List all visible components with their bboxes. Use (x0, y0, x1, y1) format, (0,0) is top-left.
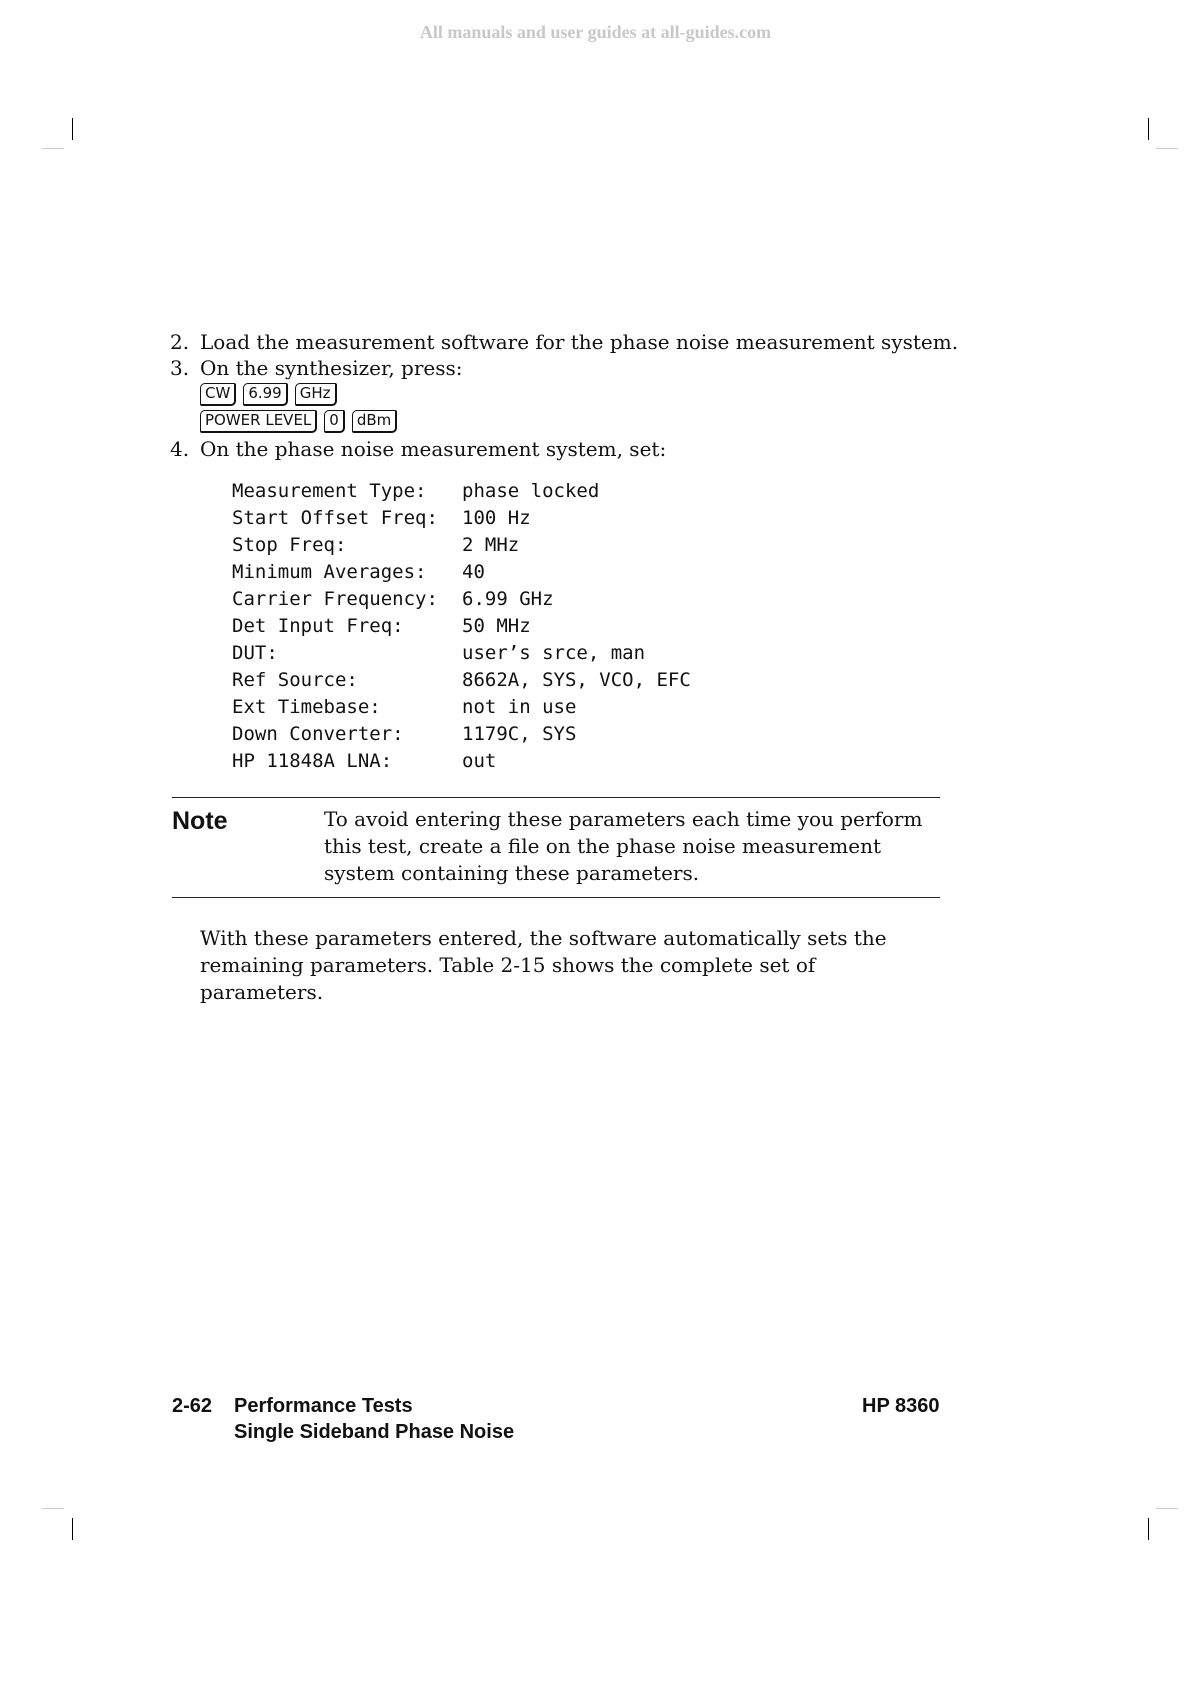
parameter-row (232, 532, 691, 559)
parameter-label: DUT: (232, 642, 278, 664)
parameter-row (232, 586, 691, 613)
parameter-value: 40 (462, 561, 485, 583)
note-text: To avoid entering these parameters each time you perform this test, create a file on the phase noise measurement system containing these parameters. (324, 807, 923, 885)
parameter-label: Stop Freq: (232, 534, 347, 556)
parameter-value: 50 MHz (462, 615, 531, 637)
parameter-value: phase locked (462, 480, 600, 502)
parameter-value: 2 MHz (462, 534, 520, 556)
parameter-value: 8662A, SYS, VCO, EFC (462, 669, 691, 691)
crop-mark (1148, 1518, 1149, 1540)
parameter-label: Start Offset Freq: (232, 507, 438, 529)
parameter-row (232, 478, 691, 505)
parameter-value: out (462, 750, 497, 772)
note-top-rule (172, 797, 940, 798)
parameter-row (232, 505, 691, 532)
note-bottom-rule (172, 897, 940, 898)
watermark: All manuals and user guides at all-guides.com (419, 22, 772, 42)
parameter-row (232, 748, 691, 775)
key-sequence-1 (200, 383, 344, 406)
key-ghz: GHz (295, 383, 337, 406)
crop-mark (42, 1508, 64, 1509)
parameter-value: 100 Hz (462, 507, 531, 529)
step-number: 2. (170, 330, 190, 354)
step-number: 3. (170, 356, 190, 380)
body-paragraph: With these parameters entered, the software automatically sets the remaining parameters. Table 2-15 shows the complete set of parameters. (200, 926, 887, 1004)
crop-mark (1156, 1508, 1178, 1509)
parameter-row (232, 640, 691, 667)
footer-model: HP 8360 (862, 1395, 940, 1417)
parameter-label: Down Converter: (232, 723, 404, 745)
parameter-row (232, 721, 691, 748)
parameter-value: user’s srce, man (462, 642, 646, 664)
parameter-row (232, 559, 691, 586)
step-2 (170, 329, 958, 355)
step-number: 4. (170, 437, 190, 461)
crop-mark (42, 148, 64, 149)
step-text: On the phase noise measurement system, set: (200, 437, 667, 461)
parameter-list (232, 478, 691, 775)
note-label: Note (172, 807, 228, 835)
footer-subsection: Single Sideband Phase Noise (234, 1421, 515, 1443)
page-number: 2-62 (172, 1395, 213, 1417)
crop-mark (72, 118, 73, 140)
step-3 (170, 355, 463, 381)
crop-mark (72, 1518, 73, 1540)
parameter-label: Minimum Averages: (232, 561, 427, 583)
key-6-99: 6.99 (243, 383, 287, 406)
crop-mark (1156, 148, 1178, 149)
parameter-row (232, 694, 691, 721)
parameter-label: Det Input Freq: (232, 615, 404, 637)
crop-mark (1148, 118, 1149, 140)
parameter-label: HP 11848A LNA: (232, 750, 393, 772)
parameter-label: Ref Source: (232, 669, 358, 691)
step-text: Load the measurement software for the phase noise measurement system. (200, 330, 959, 354)
parameter-label: Measurement Type: (232, 480, 427, 502)
parameter-row (232, 667, 691, 694)
step-text: On the synthesizer, press: (200, 356, 463, 380)
parameter-label: Ext Timebase: (232, 696, 381, 718)
parameter-row (232, 613, 691, 640)
parameter-label: Carrier Frequency: (232, 588, 438, 610)
parameter-value: 1179C, SYS (462, 723, 577, 745)
key-power-level: POWER LEVEL (200, 410, 317, 433)
footer-section: Performance Tests (234, 1395, 413, 1417)
step-4 (170, 436, 666, 462)
key-cw: CW (200, 383, 236, 406)
key-0: 0 (324, 410, 345, 433)
parameter-value: 6.99 GHz (462, 588, 554, 610)
key-dbm: dBm (352, 410, 397, 433)
parameter-value: not in use (462, 696, 577, 718)
key-sequence-2 (200, 410, 404, 433)
